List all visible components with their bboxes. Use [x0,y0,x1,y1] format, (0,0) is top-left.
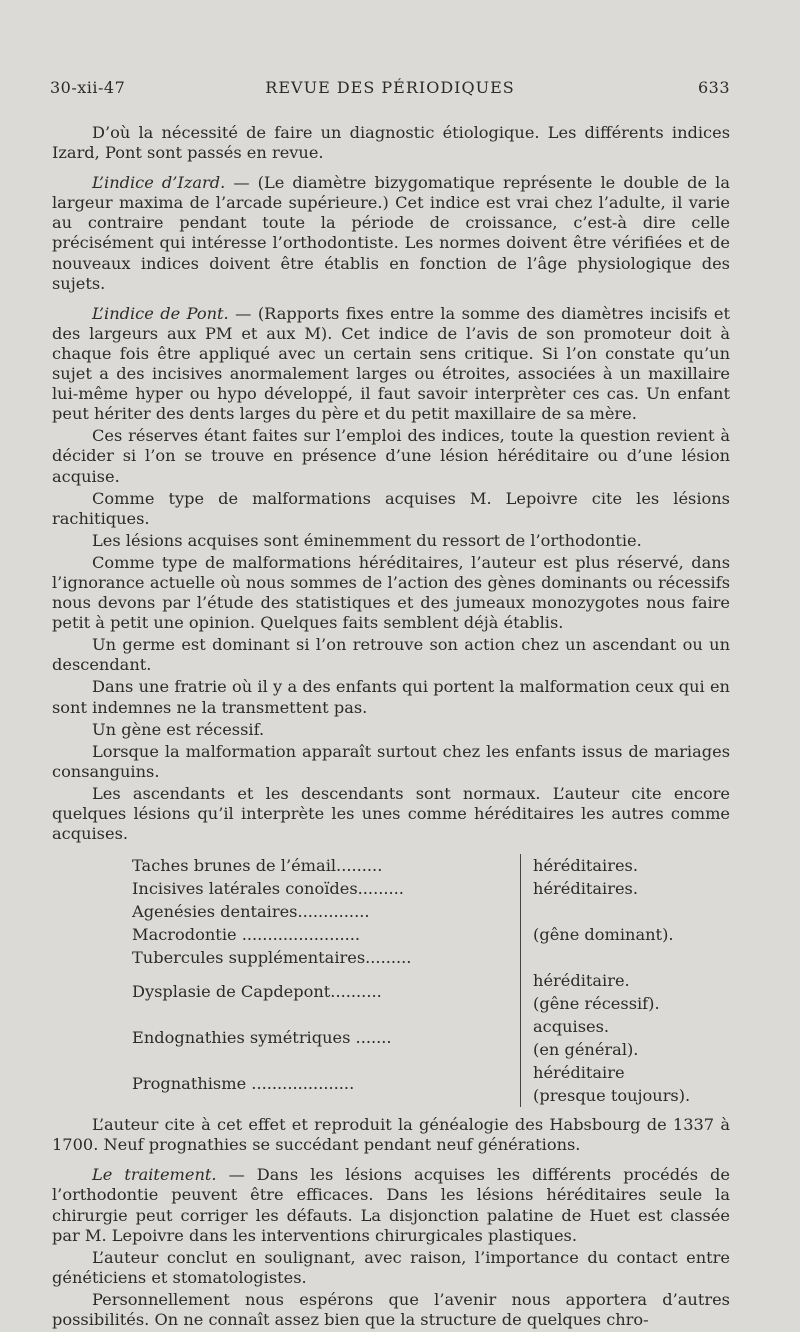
paragraph: D’où la nécessité de faire un diagnostic étiologique. Les différents indices Izard, Pont sont passés en revue. [52,123,730,163]
page-number: 633 [697,78,730,97]
running-header [50,78,730,104]
table-row-value: héréditaires. [533,879,638,899]
paragraph: L’auteur cite à cet effet et reproduit la généalogie des Habsbourg de 1337 à 1700. Neuf prognathies se succédant pendant neuf générations. [52,1115,730,1155]
paragraph-indice-pont: L’indice de Pont. — (Rapports fixes entre la somme des diamètres incisifs et des largeurs aux PM et aux M). Cet indice de l’avis de son promoteur doit à chaque fois être appliqué avec un certain sens critique. Si l’on constate qu’un sujet a des incisives anormalement larges ou étroites, associées à un maxillaire lui-même hyper ou hypo développé, il faut savoir interprèter ces cas. Un enfant peut hériter des dents larges du père et du petit maxillaire de sa mère. [52,303,731,424]
paragraph: Personnellement nous espérons que l’avenir nous apportera d’autres possibilités. On ne connaît assez bien que la structure de quelques chro- [52,1289,730,1330]
paragraph: L’auteur conclut en soulignant, avec raison, l’importance du contact entre généticiens et stomatologistes. [52,1247,730,1287]
table-row-label: Macrodontie ....................... [132,925,361,945]
section-title: Le traitement. [92,1165,217,1185]
paragraph: Ces réserves étant faites sur l’emploi des indices, toute la question revient à décider si l’on se trouve en présence d’une lésion héréditaire ou d’une lésion acquise. [52,426,730,486]
table-row-label: Prognathisme .................... [132,1074,355,1094]
table-row-value [533,946,732,969]
header-title: REVUE DES PÉRIODIQUES [265,78,515,97]
lesion-names-column [132,854,520,1107]
lesion-classification-table [132,854,732,1107]
table-row-value: héréditaire [533,1063,625,1083]
paragraph: Un gène est récessif. [92,719,265,739]
table-row-value: héréditaire. [533,971,630,991]
paragraph-indice-izard: L’indice d’Izard. — (Le diamètre bizygomatique représente le double de la largeur maxima de l’arcade supérieure.) Cet indice est vrai chez l’adulte, il varie au contraire pendant toute la période de croissance, c’est-à dire celle précisément qui intéresse l’orthodontiste. Les normes doivent être vérifiées et de nouveaux indices doivent être établis en fonction de l’âge physiologique des sujets. [52,173,730,293]
paragraph: Comme type de malformations acquises M. Lepoivre cite les lésions rachitiques. [52,488,730,528]
section-title: L’indice de Pont. [92,303,229,323]
paragraph: Les lésions acquises sont éminemment du ressort de l’orthodontie. [92,530,642,550]
table-row-value: (gêne dominant). [533,925,674,945]
paragraph: Un germe est dominant si l’on retrouve son action chez un ascendant ou un descendant. [52,635,730,675]
table-row-value: (en général). [533,1040,639,1060]
paragraph: Les ascendants et les descendants sont normaux. L’auteur cite encore quelques lésions qu’il interprète les unes comme héréditaires les autres comme acquises. [52,783,730,844]
table-row-label: Incisives latérales conoïdes......... [132,879,404,899]
table-row-label: Endognathies symétriques ....... [132,1028,392,1048]
body-text [52,123,730,1332]
table-row-value: (presque toujours). [533,1086,691,1106]
section-title: L’indice d’Izard. [92,173,226,193]
paragraph-traitement: Le traitement. — Dans les lésions acquises les différents procédés de l’orthodontie peuvent être efficaces. Dans les lésions héréditaires seule la chirurgie peut corriger les défauts. La disjonction palatine de Huet est classée par M. Lepoivre dans les interventions chirurgicales plastiques. [52,1165,730,1245]
table-row-value: (gêne récessif). [533,994,660,1014]
table-row-value: héréditaires. [533,856,638,876]
paragraph: Dans une fratrie où il y a des enfants qui portent la malformation ceux qui en sont indemnes ne la transmettent pas. [52,677,730,717]
table-row-value: acquises. [533,1017,610,1037]
table-row-label: Agenésies dentaires.............. [132,902,370,922]
table-row-value [533,900,732,923]
table-row-label: Taches brunes de l’émail......... [132,856,383,876]
table-row-label: Dysplasie de Capdepont.......... [132,982,382,1002]
table-row-label: Tubercules supplémentaires......... [132,948,412,968]
paragraph: Comme type de malformations héréditaires, l’auteur est plus réservé, dans l’ignorance actuelle où nous sommes de l’action des gènes dominants ou récessifs nous devons par l’étude des statistiques et des jumeaux monozygotes nous faire petit à petit une opinion. Quelques faits semblent déjà établis. [52,552,730,633]
header-date: 30-xii-47 [50,78,126,97]
paragraph: Lorsque la malformation apparaît surtout chez les enfants issus de mariages consanguins. [52,741,730,781]
classification-column [520,854,732,1107]
